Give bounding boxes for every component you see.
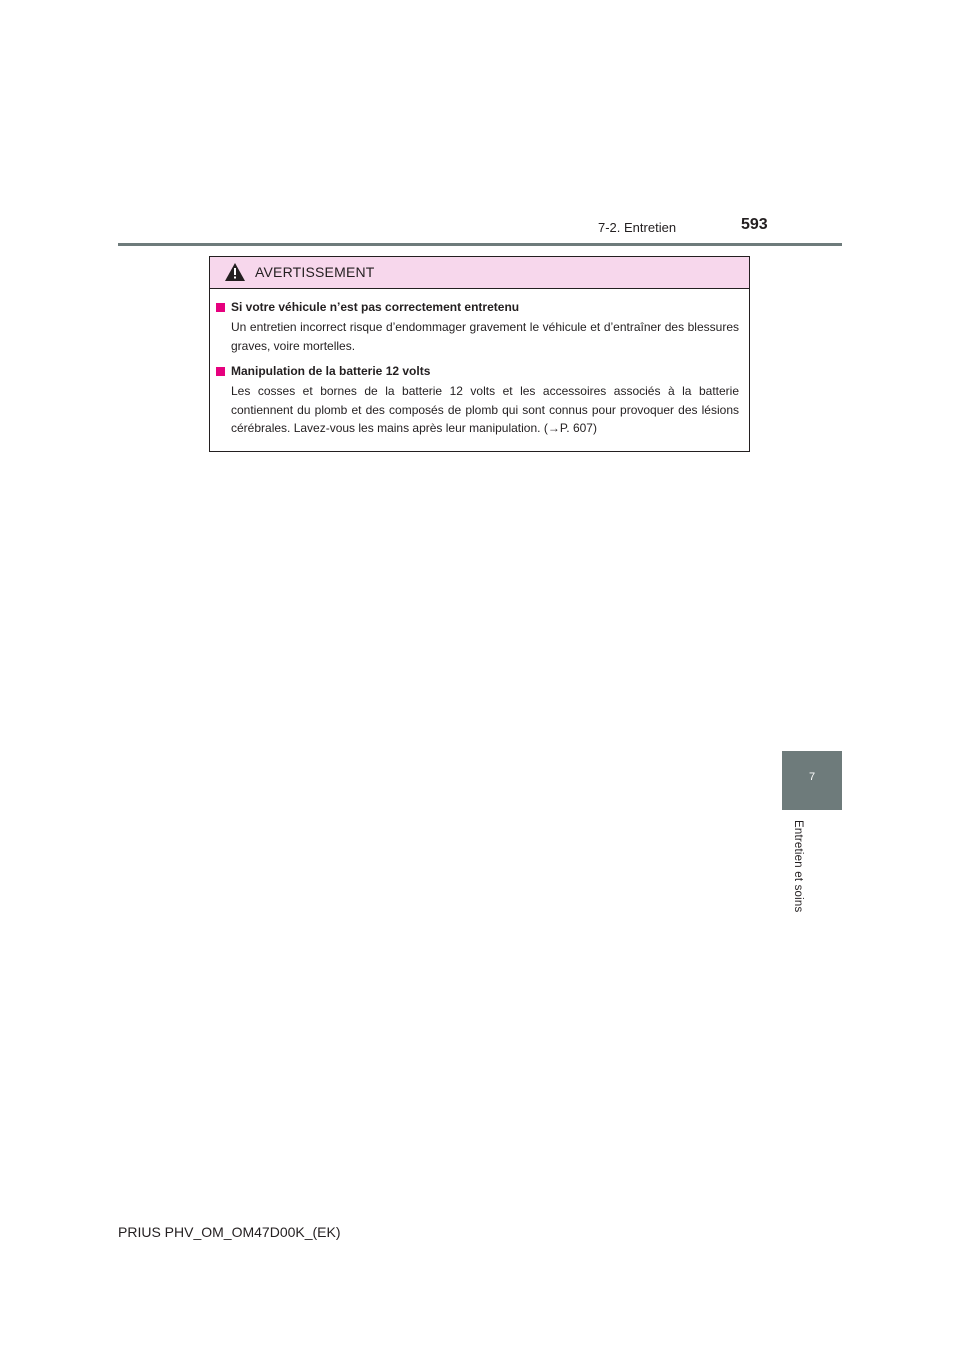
warning-item-text: Les cosses et bornes de la batterie 12 volts et les accessoires associés à la batterie contiennent du plomb et des composés de plomb qui sont connus pour provoquer des lésions cérébrales. Lavez-vous les mains après leur manipulation. (→P. 607) — [231, 384, 739, 435]
square-bullet-icon — [216, 303, 225, 312]
warning-triangle-icon — [225, 263, 245, 281]
warning-item — [216, 363, 739, 438]
header-divider — [118, 243, 842, 246]
warning-box — [209, 256, 750, 452]
header-section-title: 7-2. Entretien — [598, 220, 677, 235]
warning-item — [216, 299, 739, 355]
square-bullet-icon — [216, 367, 225, 376]
warning-title: AVERTISSEMENT — [255, 264, 375, 280]
chapter-tab — [782, 751, 842, 810]
page-number: 593 — [741, 216, 768, 233]
chapter-label: Entretien et soins — [792, 820, 804, 913]
warning-item-heading: Manipulation de la batterie 12 volts — [231, 364, 431, 378]
document-code: PRIUS PHV_OM_OM47D00K_(EK) — [118, 1224, 341, 1240]
warning-header — [210, 257, 749, 289]
warning-item-heading: Si votre véhicule n’est pas correctement entretenu — [231, 300, 520, 314]
chapter-number: 7 — [808, 771, 816, 783]
warning-item-text: Un entretien incorrect risque d’endommager gravement le véhicule et d’entraîner des blessures graves, voire mortelles. — [231, 320, 739, 353]
warning-body — [210, 289, 749, 438]
